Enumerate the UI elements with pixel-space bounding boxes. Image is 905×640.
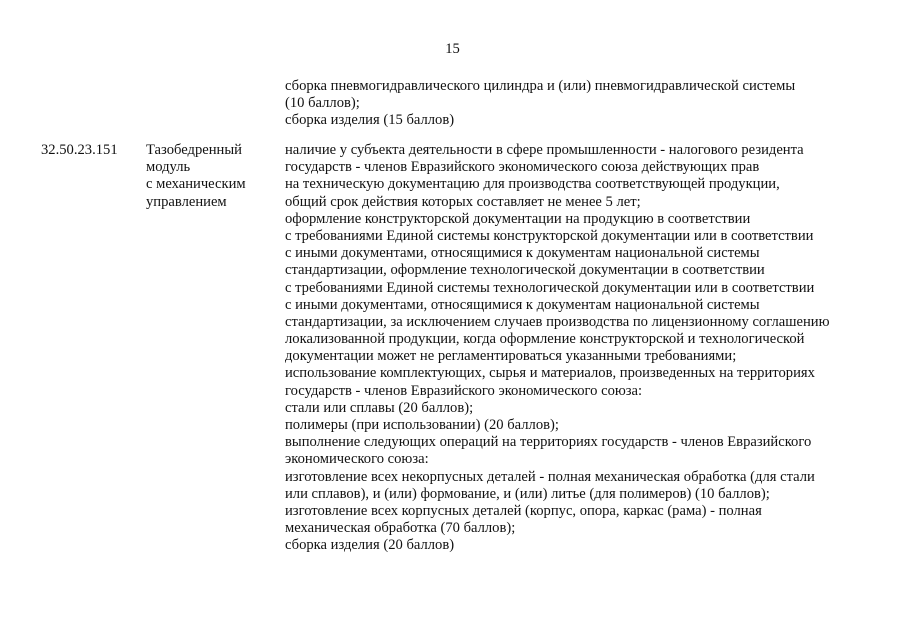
requirement-line: (10 баллов);	[285, 95, 360, 112]
requirement-line: с требованиями Единой системы конструкторской документации или в соответствии	[285, 227, 814, 244]
requirement-line: оформление конструкторской документации на продукцию в соответствии	[285, 210, 751, 227]
product-name-line: Тазобедренный	[146, 142, 242, 158]
requirement-line: с требованиями Единой системы технологической документации или в соответствии	[285, 279, 815, 296]
product-name	[146, 142, 246, 211]
requirement-line: наличие у субъекта деятельности в сфере промышленности - налогового резидента	[285, 142, 804, 158]
requirement-line: государств - членов Евразийского экономического союза:	[285, 382, 643, 399]
requirement-line: или сплавов), и (или) формование, и (или) литье (для полимеров) (10 баллов);	[285, 485, 770, 502]
requirement-line: выполнение следующих операций на территориях государств - членов Евразийского	[285, 434, 812, 451]
requirement-line: стали или сплавы (20 баллов);	[285, 399, 474, 416]
continuation-requirements	[285, 78, 795, 130]
requirement-line: на техническую документацию для производства соответствующей продукции,	[285, 176, 780, 193]
page-number: 15	[445, 41, 460, 57]
requirement-line: государств - членов Евразийского экономического союза действующих прав	[285, 159, 760, 176]
product-name-line: модуль	[146, 159, 191, 176]
requirement-line: документации может не регламентироваться указанными требованиями;	[285, 348, 737, 365]
product-code: 32.50.23.151	[41, 142, 118, 158]
requirement-line: стандартизации, оформление технологической документации в соответствии	[285, 262, 765, 279]
requirement-line: изготовление всех корпусных деталей (корпус, опора, каркас (рама) - полная	[285, 502, 762, 519]
requirement-line: стандартизации, за исключением случаев производства по лицензионному соглашению	[285, 313, 830, 330]
requirement-line: использование комплектующих, сырья и материалов, произведенных на территориях	[285, 365, 815, 382]
requirement-line: с иными документами, относящимися к документам национальной системы	[285, 296, 760, 313]
requirement-line: с иными документами, относящимися к документам национальной системы	[285, 245, 760, 262]
requirement-line: сборка пневмогидравлического цилиндра и (или) пневмогидравлической системы	[285, 78, 796, 94]
requirement-line: сборка изделия (20 баллов)	[285, 537, 455, 554]
requirement-line: механическая обработка (70 баллов);	[285, 520, 516, 537]
requirement-line: изготовление всех некорпусных деталей - полная механическая обработка (для стали	[285, 468, 815, 485]
product-name-line: с механическим	[146, 176, 246, 193]
requirement-line: локализованной продукции, когда оформление конструкторской и технологической	[285, 331, 805, 348]
product-name-line: управлением	[146, 193, 227, 210]
requirement-line: полимеры (при использовании) (20 баллов);	[285, 417, 559, 433]
requirement-line: общий срок действия которых составляет не менее 5 лет;	[285, 193, 641, 210]
product-requirements	[285, 142, 829, 555]
requirement-line: экономического союза:	[285, 451, 429, 468]
requirement-line: сборка изделия (15 баллов)	[285, 112, 455, 129]
